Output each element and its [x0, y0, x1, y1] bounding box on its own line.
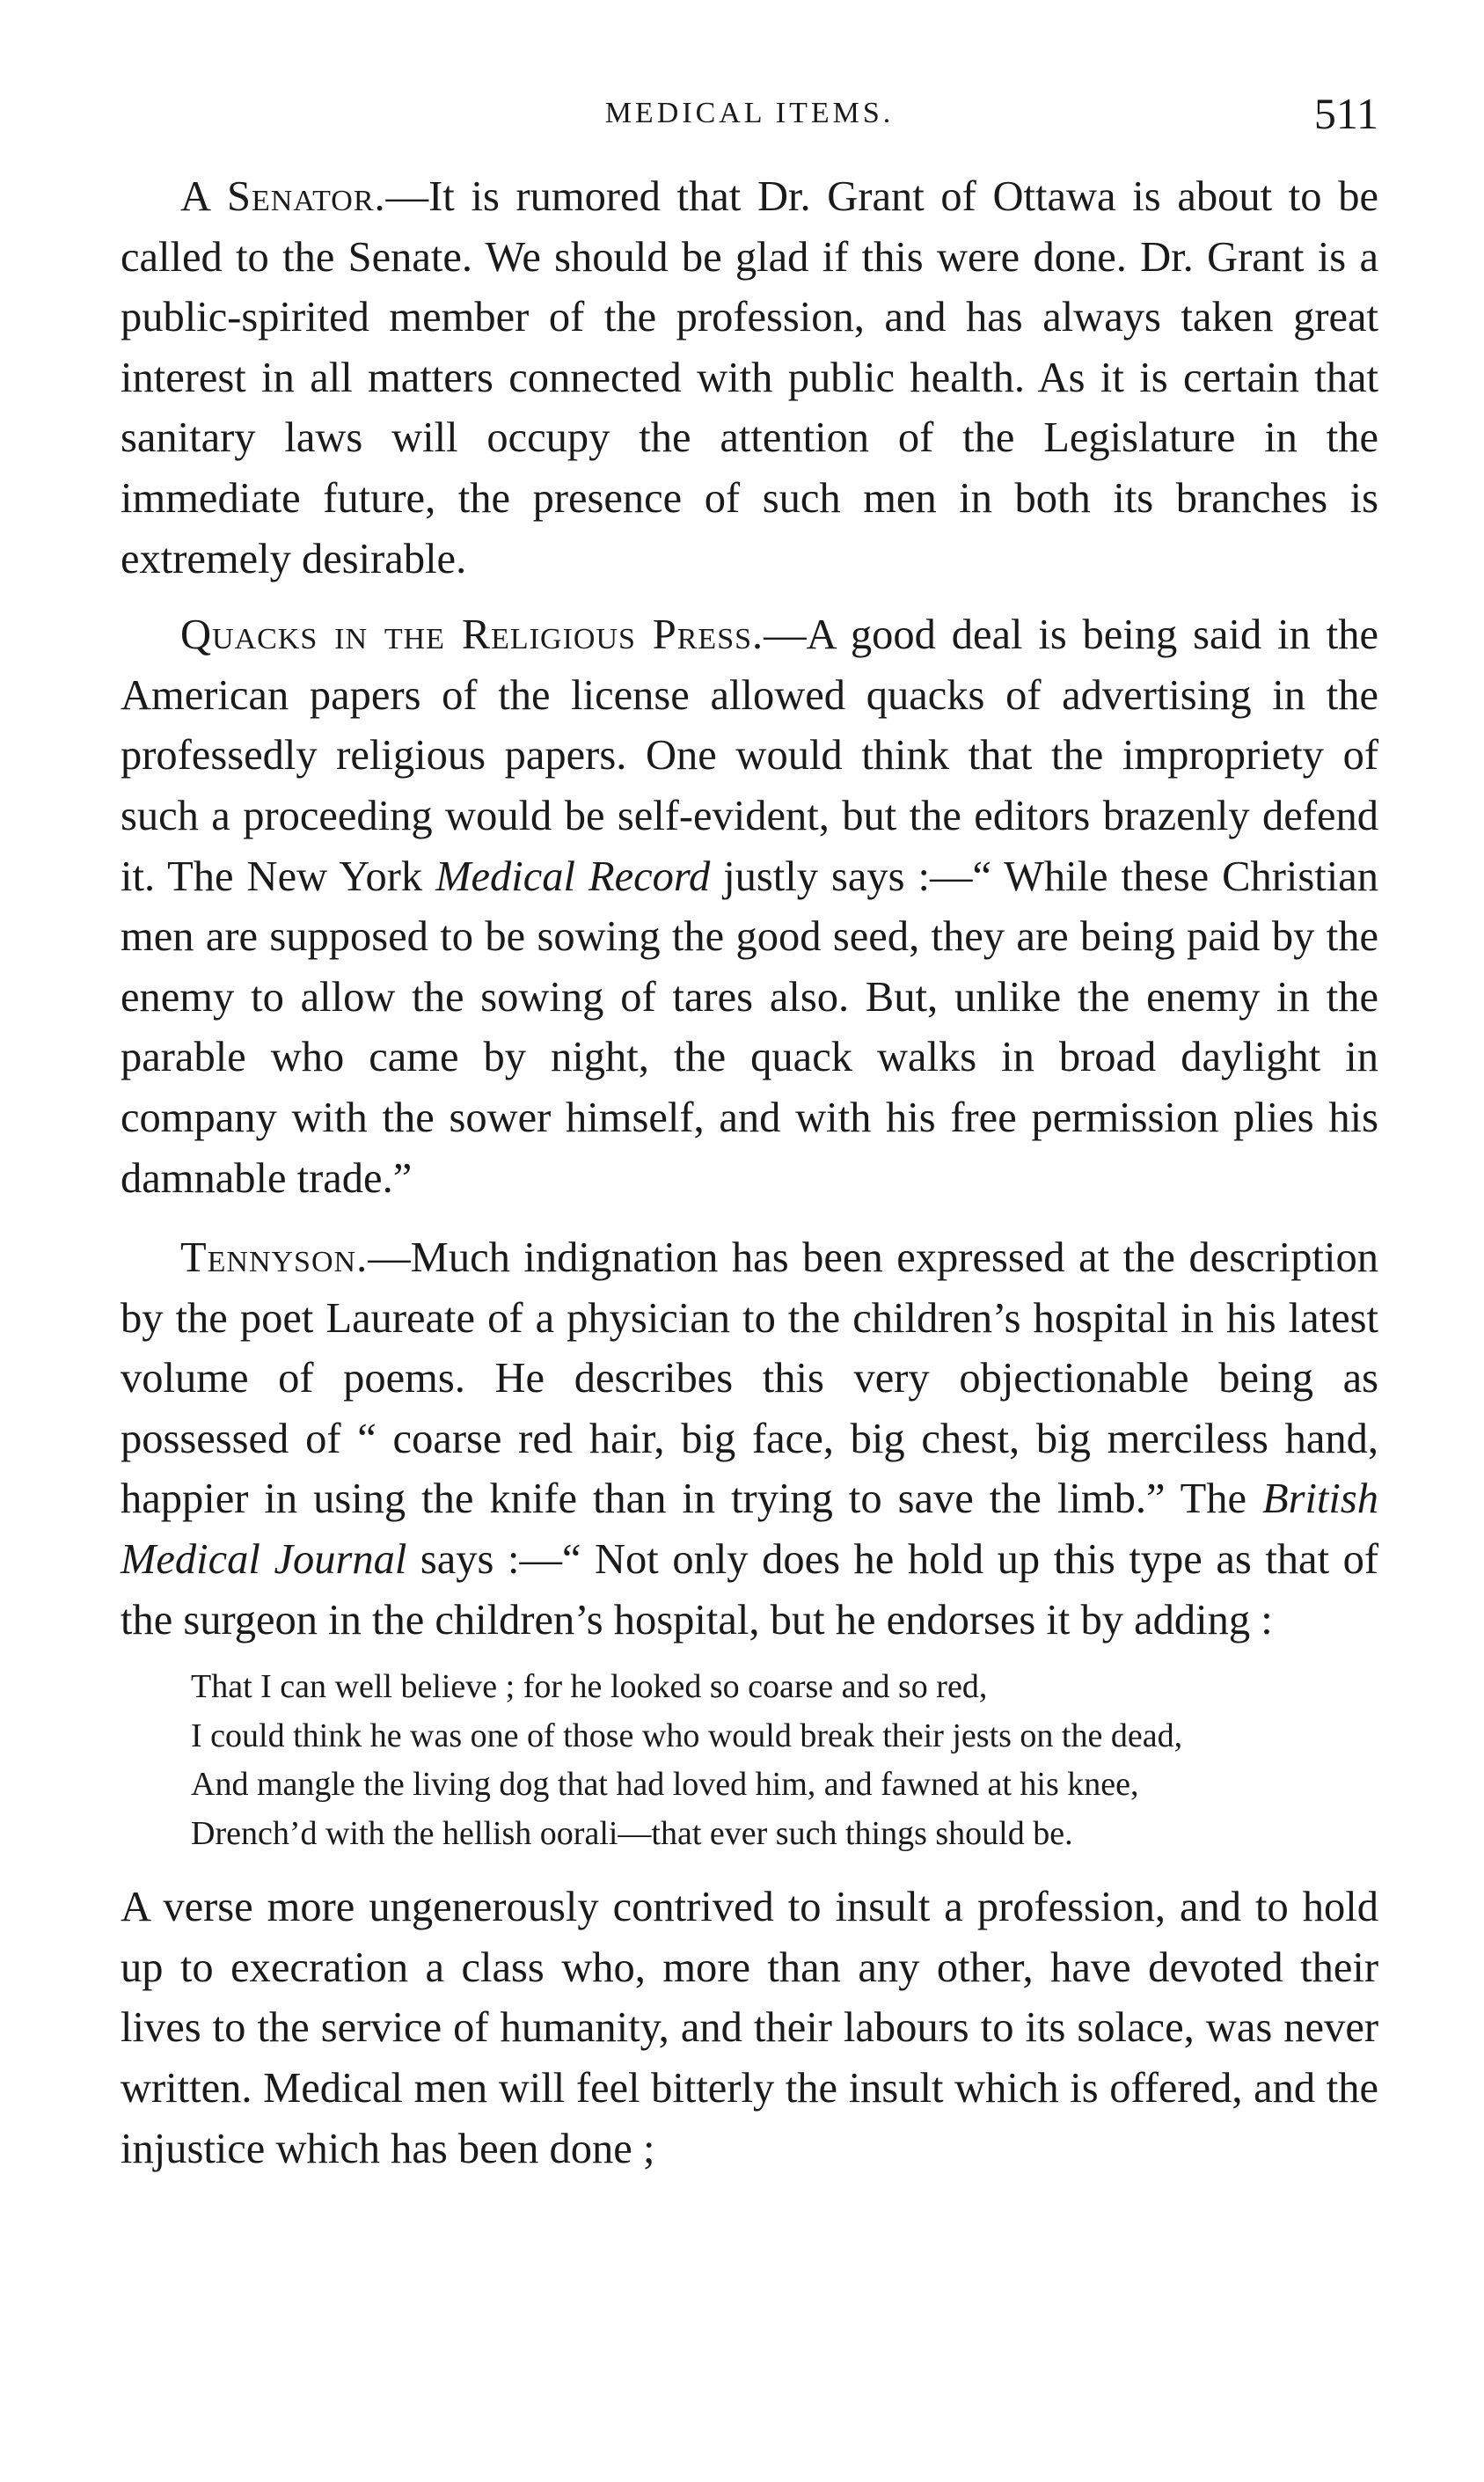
article-senator: [121, 167, 1378, 589]
verse-line: And mangle the living dog that had loved him, and fawned at his knee,: [191, 1766, 1139, 1804]
article-text: A good deal is being said in the American papers of the license allowed quacks of advertising in the professedly religious papers. One would think that the impropriety of such a proceeding would be self-evident, but the editors brazenly defend it. The New York: [121, 611, 1378, 900]
heading-dash: —: [764, 611, 807, 659]
running-title: MEDICAL ITEMS.: [604, 97, 895, 129]
page-number: 511: [1313, 89, 1378, 138]
closing-paragraph: A verse more ungenerously contrived to insult a profession, and to hold up to execration a class who, more than any other, have devoted their lives to the service of humanity, and their labours to its solace, was never written. Medical men will feel bitterly the insult which is offered, and the injustice which has been done ;: [121, 1884, 1378, 2172]
article-heading: Tennyson.: [180, 1234, 369, 1282]
article-text: It is rumored that Dr. Grant of Ottawa is about to be called to the Senate. We should be glad if this were done. Dr. Grant is a public-spirited member of the profession, and has always taken great interest in all matters connected with public health. As it is certain that sanitary laws will occupy the attention of the Legislature in the immediate future, the presence of such men in both its branches is extremely desirable.: [121, 173, 1378, 582]
heading-dash: —: [385, 173, 429, 220]
page-body: [121, 167, 1378, 2179]
article-text: says :—“ Not only does he hold up this type as that of the surgeon in the children’s hospital, but he endorses it by adding :: [121, 1536, 1379, 1644]
heading-dash: —: [368, 1234, 411, 1282]
article-heading: A Senator.: [180, 173, 386, 220]
verse-line: I could think he was one of those who would break their jests on the dead,: [191, 1717, 1183, 1754]
journal-title: British Medical Journal: [121, 1475, 1378, 1584]
running-head: [121, 88, 1378, 141]
article-text: Much indignation has been expressed at the description by the poet Laureate of a physician to the children’s hospital in his latest volume of poems. He describes this very objectionable being as possessed of “ coarse red hair, big face, big chest, big merciless hand, happier in using the knife than in trying to save the limb.” The: [121, 1234, 1378, 1523]
verse-quotation: [191, 1663, 1422, 1858]
verse-line: Drench’d with the hellish oorali—that ever such things should be.: [191, 1814, 1073, 1852]
journal-title: Medical Record: [435, 853, 711, 900]
article-tennyson: [121, 1228, 1378, 1651]
article-text: justly says :—“ While these Christian men are supposed to be sowing the good seed, they are being paid by the enemy to allow the sowing of tares also. But, unlike the enemy in the parable who came by night, the quack walks in broad daylight in company with the sower himself, and with his free permission plies his damnable trade.”: [121, 853, 1378, 1202]
verse-line: That I can well believe ; for he looked so coarse and so red,: [191, 1668, 988, 1706]
article-heading: Quacks in the Religious Press.: [180, 611, 764, 659]
article-quacks: [121, 605, 1378, 1209]
